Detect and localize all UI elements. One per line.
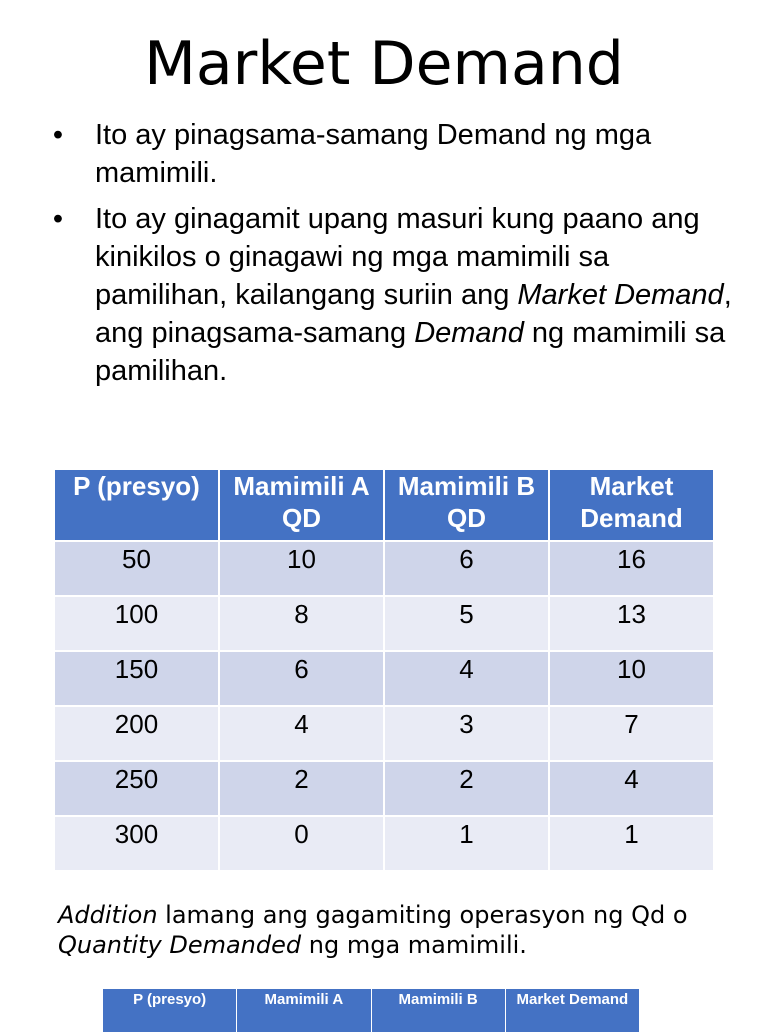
header-buyer-b: Mamimili B <box>371 989 505 1033</box>
bullet-text: Ito ay ginagamit upang masuri kung paano ang kinikilos o ginagawi ng mga mamimili sa pamilihan, kailangang suriin ang <box>95 203 700 311</box>
table-cell: 50 <box>54 541 219 596</box>
page-title: Market Demand <box>144 29 624 99</box>
header-price: P (presyo) <box>54 469 219 541</box>
table-cell: 4 <box>384 651 549 706</box>
table-cell: 10 <box>549 651 714 706</box>
table-row <box>54 596 714 651</box>
table-cell: 7 <box>549 706 714 761</box>
bullet-icon: • <box>52 119 64 151</box>
table-cell: 150 <box>54 651 219 706</box>
header-buyer-b: Mamimili B QD <box>384 469 549 541</box>
table-cell: 13 <box>549 596 714 651</box>
table-cell: 250 <box>54 761 219 816</box>
table-cell: 3 <box>384 706 549 761</box>
table-cell: 1 <box>549 816 714 871</box>
header-buyer-a: Mamimili A QD <box>219 469 384 541</box>
table-cell: 4 <box>219 706 384 761</box>
table-cell: 10 <box>219 541 384 596</box>
header-buyer-a: Mamimili A <box>237 989 371 1033</box>
table-row <box>54 706 714 761</box>
table-cell: 2 <box>384 761 549 816</box>
table-cell: 8 <box>219 596 384 651</box>
table-row <box>54 541 714 596</box>
second-demand-table <box>102 988 640 1033</box>
emphasis-text: Quantity Demanded <box>58 931 302 959</box>
header-price: P (presyo) <box>103 989 237 1033</box>
table-cell: 2 <box>219 761 384 816</box>
addition-note <box>58 900 738 960</box>
bullet-item <box>48 116 738 192</box>
table-header-row <box>103 989 640 1033</box>
table-cell: 0 <box>219 816 384 871</box>
table-cell: 1 <box>384 816 549 871</box>
note-text: ng mga mamimili. <box>301 931 527 959</box>
header-market-demand: Market Demand <box>549 469 714 541</box>
table-cell: 200 <box>54 706 219 761</box>
bullet-text: ng mamimili sa pamilihan. <box>95 317 726 387</box>
header-market-demand: Market Demand <box>505 989 639 1033</box>
emphasis-text: Addition <box>58 901 158 929</box>
bullet-text: Ito ay pinagsama-samang Demand ng mga mamimili. <box>95 119 652 189</box>
table-cell: 5 <box>384 596 549 651</box>
table-cell: 6 <box>384 541 549 596</box>
table-row <box>54 761 714 816</box>
table-header-row <box>54 469 714 541</box>
table-cell: 16 <box>549 541 714 596</box>
table-cell: 4 <box>549 761 714 816</box>
bullet-text: , ang pinagsama-samang <box>95 279 732 349</box>
market-demand-table <box>53 468 715 872</box>
note-text: lamang ang gagamiting operasyon ng Qd o <box>157 901 688 929</box>
table-row <box>54 651 714 706</box>
table-row <box>54 816 714 871</box>
emphasis-text: Market Demand <box>517 279 724 311</box>
table-cell: 100 <box>54 596 219 651</box>
bullet-item <box>48 200 738 390</box>
table-cell: 6 <box>219 651 384 706</box>
bullet-icon: • <box>52 203 64 235</box>
bullet-list <box>48 116 738 398</box>
table-cell: 300 <box>54 816 219 871</box>
emphasis-text: Demand <box>414 317 524 349</box>
